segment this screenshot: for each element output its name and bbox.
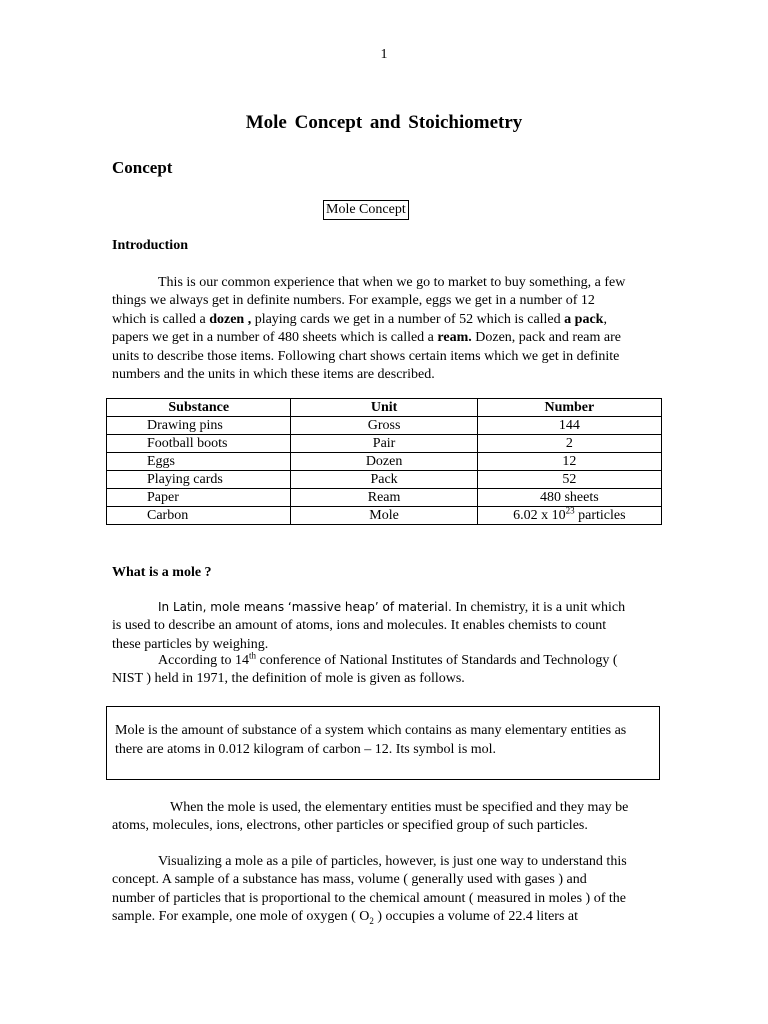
cell-number: 144 [477, 417, 661, 435]
boxed-label: Mole Concept [323, 200, 409, 220]
table-row [107, 435, 662, 453]
page-number: 1 [380, 47, 388, 62]
page-title: Mole Concept and Stoichiometry [245, 112, 523, 133]
cell-substance: Playing cards [107, 471, 291, 489]
what-is-mole-heading: What is a mole ? [112, 565, 212, 580]
cell-substance: Paper [107, 489, 291, 507]
cell-substance: Drawing pins [107, 417, 291, 435]
introduction-heading: Introduction [112, 238, 188, 253]
introduction-paragraph: This is our common experience that when we go to market to buy something, a few things we always get in definite numbers. For example, eggs we get in a number of 12 which is called a dozen , playing cards we get in a number of 52 which is called a pack, papers we get in a number of 480 sheets which is called a ream. Dozen, pack and ream are units to describe those items. Following chart shows certain items which we get in definite numbers and the units in which these items are described. [112, 275, 626, 383]
cell-number: 2 [477, 435, 661, 453]
visualizing-paragraph: Visualizing a mole as a pile of particles, however, is just one way to understand this concept. A sample of a substance has mass, volume ( generally used with gases ) and number of particles that is proportional to the chemical amount ( measured in moles ) of the sample. For example, one mole of oxygen ( $O_2$ ) occupies a volume of 22.4 liters at [112, 854, 627, 927]
units-table [106, 398, 662, 525]
cell-unit: Pack [291, 471, 477, 489]
mole-definition-box: Mole is the amount of substance of a system which contains as many elementary entities as there are atoms in 0.012 kilogram of carbon – 12. Its symbol is mol. [106, 706, 660, 780]
cell-unit: Mole [291, 507, 477, 525]
cell-number: 6.02 x $10^{23}$ particles [477, 507, 661, 525]
table-row [107, 471, 662, 489]
table-row [107, 417, 662, 435]
nist-paragraph: According to 14th conference of National Institutes of Standards and Technology ( NIST ) held in 1971, the definition of mole is given as follows. [112, 650, 618, 687]
table-row [107, 453, 662, 471]
table-row [107, 507, 662, 525]
header-number: Number [477, 399, 661, 417]
cell-unit: Ream [291, 489, 477, 507]
table-header-row [107, 399, 662, 417]
cell-number: 12 [477, 453, 661, 471]
cell-unit: Pair [291, 435, 477, 453]
cell-unit: Dozen [291, 453, 477, 471]
cell-number: 480 sheets [477, 489, 661, 507]
cell-substance: Carbon [107, 507, 291, 525]
cell-substance: Eggs [107, 453, 291, 471]
cell-unit: Gross [291, 417, 477, 435]
cell-substance: Football boots [107, 435, 291, 453]
cell-number: 52 [477, 471, 661, 489]
header-unit: Unit [291, 399, 477, 417]
mole-meaning-paragraph: In Latin, mole means ‘massive heap’ of material. In chemistry, it is a unit which is used to describe an amount of atoms, ions and molecules. It enables chemists to count these particles by weighing. [112, 600, 626, 652]
section-heading: Concept [112, 158, 173, 177]
table-row [107, 489, 662, 507]
header-substance: Substance [107, 399, 291, 417]
entities-paragraph: When the mole is used, the elementary entities must be specified and they may be atoms, molecules, ions, electrons, other particles or specified group of such particles. [112, 800, 629, 834]
